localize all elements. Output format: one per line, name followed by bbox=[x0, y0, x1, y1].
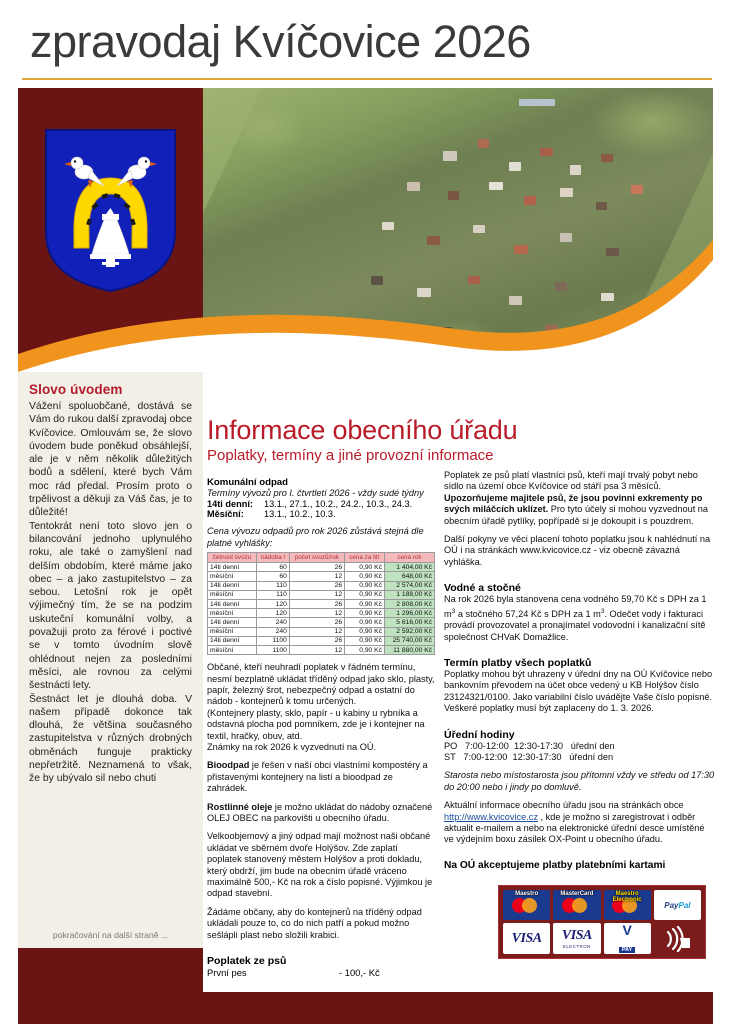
table-cell: 12 bbox=[289, 572, 344, 581]
table-cell: 240 bbox=[256, 618, 289, 627]
hours-day: PO bbox=[444, 740, 458, 751]
table-cell: měsíční bbox=[208, 590, 257, 599]
table-body bbox=[208, 563, 435, 655]
waste-intro: Termíny vývozů pro I. čtvrtletí 2026 - vždy sudé týdny bbox=[207, 488, 424, 498]
sidebar-heading: Slovo úvodem bbox=[29, 382, 123, 397]
column-right bbox=[444, 470, 716, 992]
page-title: zpravodaj Kvíčovice 2026 bbox=[30, 16, 531, 67]
visa-electron-label: VISA bbox=[561, 928, 592, 944]
water-heading: Vodné a stočné bbox=[444, 582, 521, 595]
table-row bbox=[208, 572, 435, 581]
table-col-header-3: cena za litr bbox=[345, 553, 385, 563]
table-header-row bbox=[208, 553, 435, 563]
table-cell: 1 188,00 Kč bbox=[384, 590, 434, 599]
table-cell: 14ti denní bbox=[208, 563, 257, 572]
table-cell: 0,90 Kč bbox=[345, 599, 385, 608]
header-band bbox=[18, 88, 713, 373]
website-link[interactable]: http://www.kvicovice.cz bbox=[444, 811, 538, 822]
table-row bbox=[208, 563, 435, 572]
waste-heading: Komunální odpad bbox=[207, 477, 289, 488]
website-text-b: , kde je možno si zaregistrovat i odběr aktualit e-mailem a nebo na elektronické úřední desce umístěné ve výdejním boxu zásilek OX-Point u obecního úřadu. bbox=[444, 811, 705, 845]
table-cell: 12 bbox=[289, 590, 344, 599]
table-cell: 0,90 Kč bbox=[345, 627, 385, 636]
table-cell: 12 bbox=[289, 609, 344, 618]
table-row bbox=[208, 599, 435, 608]
table-cell: 60 bbox=[256, 563, 289, 572]
table-cell: 0,90 Kč bbox=[345, 636, 385, 645]
contactless-icon bbox=[654, 923, 701, 954]
maestro-logo-icon bbox=[503, 890, 550, 921]
table-cell: měsíční bbox=[208, 572, 257, 581]
table-cell: 12 bbox=[289, 627, 344, 636]
main-title: Informace obecního úřadu bbox=[207, 415, 518, 445]
hours-afternoon: 12:30-17:30 bbox=[512, 751, 562, 762]
payment-term-heading: Termín platby všech poplatků bbox=[444, 656, 592, 669]
stamps-text: Známky na rok 2026 k vyzvednutí na OÚ. bbox=[207, 741, 377, 752]
crest-panel bbox=[18, 88, 203, 373]
table-cell: měsíční bbox=[208, 627, 257, 636]
oil-paragraph bbox=[207, 802, 435, 825]
table-cell: 11 880,00 Kč bbox=[384, 645, 434, 654]
table-cell: 2 808,00 Kč bbox=[384, 599, 434, 608]
table-row bbox=[208, 618, 435, 627]
bottom-white-gap bbox=[203, 982, 713, 992]
table-row bbox=[208, 636, 435, 645]
table-cell: 26 bbox=[289, 581, 344, 590]
office-hours-list bbox=[444, 741, 716, 764]
sidebar-footer-bar bbox=[18, 948, 203, 992]
table-cell: 1100 bbox=[256, 636, 289, 645]
mastercard-label: MasterCard bbox=[560, 890, 594, 897]
table-cell: 0,90 Kč bbox=[345, 645, 385, 654]
table-cell: 110 bbox=[256, 581, 289, 590]
table-row bbox=[208, 609, 435, 618]
biweekly-row bbox=[207, 499, 435, 509]
aerial-photo bbox=[203, 88, 713, 373]
table-cell: 1100 bbox=[256, 645, 289, 654]
sidebar-paragraph-1: Vážení spoluobčané, dostává se Vám do rukou další zpravodaj obce Kvíčovice. Omlouvám se, že slovo úvodem bude poněkud obsáhlejší, ale je v něm několik důležitých bodů a sdělení, které bych Vám moc rád předal. Prosím proto o trpělivost a děkuji za Váš čas, je to důležité! bbox=[29, 401, 192, 519]
masthead-divider bbox=[22, 78, 712, 80]
bio-text: je řešen v naší obci vlastními kompostéry a přistavenými kontejnery na listí a bioodpad ze zahrádek. bbox=[207, 760, 428, 794]
table-cell: 0,90 Kč bbox=[345, 618, 385, 627]
oil-label: Rostlinné oleje bbox=[207, 801, 273, 812]
table-cell: 14ti denní bbox=[208, 618, 257, 627]
dog-rules-c: Pro tyto účely si mohou vyzvednout na obecním úřadě pytlíky, popřípadě si je dokoupit i s pouzdrem. bbox=[444, 504, 709, 526]
dog-fee-heading: Poplatek ze psů bbox=[207, 955, 287, 968]
table-cell: 60 bbox=[256, 572, 289, 581]
water-text-c: . Odečet vody i fakturaci provádí provozovatel a pronajímatel vodovodní i kanalizační sítě společnost CHVaK Domažlice. bbox=[444, 608, 706, 642]
waste-fee-table bbox=[207, 552, 435, 655]
table-cell: 0,90 Kč bbox=[345, 609, 385, 618]
main-content bbox=[207, 372, 717, 992]
table-cell: 5 616,00 Kč bbox=[384, 618, 434, 627]
bio-label: Bioodpad bbox=[207, 760, 250, 771]
biweekly-label: 14ti denní: bbox=[207, 499, 253, 510]
table-cell: 26 bbox=[289, 618, 344, 627]
table-cell: 0,90 Kč bbox=[345, 563, 385, 572]
table-cell: 240 bbox=[256, 627, 289, 636]
request-text: Žádáme občany, aby do kontejnerů na tříděný odpad ukládali pouze to, co do nich patří a pokud možno sešlápli plast nebo složili krabici. bbox=[207, 906, 422, 940]
table-cell: 26 bbox=[289, 599, 344, 608]
hours-note: úřední den bbox=[570, 740, 615, 751]
table-row bbox=[208, 627, 435, 636]
dog-name: První pes bbox=[207, 967, 247, 979]
monthly-row bbox=[207, 509, 435, 519]
photo-houses bbox=[203, 88, 713, 373]
payment-card-logos bbox=[498, 885, 706, 959]
mastercard-logo-icon bbox=[553, 890, 600, 921]
table-cell: 1 296,00 Kč bbox=[384, 609, 434, 618]
sidebar-slovo-uvodem bbox=[18, 372, 203, 992]
table-cell: 12 bbox=[289, 645, 344, 654]
paypal-label: PayPal bbox=[664, 900, 691, 910]
vpay-logo-icon bbox=[604, 923, 651, 954]
hours-afternoon: 12:30-17:30 bbox=[514, 740, 564, 751]
payment-term-text: Poplatky mohou být uhrazeny v úřední dny na OÚ Kvíčovice nebo bankovním převodem na účet obce vedený u KB Holýšov číslo 23124321/0100. Jako variabilní číslo uvádějte Vaše číslo popisné. Veškeré poplatky musí být zaplaceny do 1. 3. 2026. bbox=[444, 668, 713, 714]
table-col-header-2: počet svozů/rok bbox=[289, 553, 344, 563]
table-cell: 120 bbox=[256, 609, 289, 618]
cards-accepted-heading: Na OÚ akceptujeme platby platebními kartami bbox=[444, 859, 666, 871]
table-col-header-1: nádoba l bbox=[256, 553, 289, 563]
hours-morning: 7:00-12:00 bbox=[464, 740, 509, 751]
table-cell: 26 bbox=[289, 563, 344, 572]
cubic-superscript: 3 bbox=[600, 607, 605, 615]
table-cell: 2 574,00 Kč bbox=[384, 581, 434, 590]
table-cell: 110 bbox=[256, 590, 289, 599]
unpaid-text: Občané, kteří neuhradí poplatek v řádném termínu, nesmí bezplatně ukládat tříděný odpad jako sklo, plasty, papír, železný šrot, nebezpečný odpad a ostatní do nádob - kontejnerů k tomu určených. bbox=[207, 662, 435, 707]
table-cell: 648,00 Kč bbox=[384, 572, 434, 581]
price-note: Cena vývozu odpadů pro rok 2026 zůstává stejná dle platné vyhlášky: bbox=[207, 526, 424, 548]
sidebar-paragraph-3: Šestnáct let je dlouhá doba. V našem případě dokonce tak dlouhá, že většina současného zastupitelstva v různých drobných obměnách funguje prakticky nepřetržitě. Neznamená to však, že by ubývalo sil nebo chuti bbox=[29, 693, 192, 785]
column-left bbox=[207, 470, 435, 992]
dog-rules-a: Poplatek ze psů platí vlastníci psů, kteří mají trvalý pobyt nebo sídlo na území obce Kvíčovice od stáří psa 3 měsíců. bbox=[444, 470, 698, 492]
continuation-note: pokračování na další straně ... bbox=[52, 930, 169, 940]
maestro-label: Maestro bbox=[515, 890, 539, 897]
biweekly-dates: 13.1., 27.1., 10.2., 24.2., 10.3., 24.3. bbox=[264, 499, 413, 510]
table-cell: měsíční bbox=[208, 609, 257, 618]
website-paragraph bbox=[444, 800, 716, 846]
visa-logo-icon bbox=[503, 923, 550, 954]
table-cell: 26 bbox=[289, 636, 344, 645]
bulky-text: Velkoobjemový a jiný odpad mají možnost naši občané ukládat ve sběrném dvoře Holýšov. Zde zaplatí poplatek stanovený městem Holýšov a proti dokladu, který obdrží, jim bude na obecním úřadě vráceno maximálně 500,- Kč na rok a číslo popisné. Výjimkou je odpad stavební. bbox=[207, 831, 433, 899]
table-col-header-0: četnost svozu bbox=[208, 553, 257, 563]
table-cell: 14ti denní bbox=[208, 636, 257, 645]
table-cell: 14ti denní bbox=[208, 599, 257, 608]
contactless-wave-icon bbox=[660, 926, 694, 952]
visa-label: VISA bbox=[511, 930, 542, 946]
cubic-superscript: 3 bbox=[451, 607, 456, 615]
visa-electron-logo-icon bbox=[553, 923, 600, 954]
table-cell: měsíční bbox=[208, 645, 257, 654]
table-cell: 120 bbox=[256, 599, 289, 608]
containers-text: (Kontejnery plasty, sklo, papír - u kabiny u rybníka a odstavná plocha pod pomníkem, zde je i kontejner na textil, hračky, obuv, atd. bbox=[207, 707, 425, 741]
dog-fee-row bbox=[207, 967, 435, 980]
main-subtitle: Poplatky, termíny a jiné provozní informace bbox=[207, 447, 494, 464]
table-row bbox=[208, 590, 435, 599]
table-row bbox=[208, 645, 435, 654]
table-cell: 0,90 Kč bbox=[345, 572, 385, 581]
hours-day: ST bbox=[444, 751, 456, 762]
hours-morning: 7:00-12:00 bbox=[463, 751, 508, 762]
maestro-electronic-logo-icon bbox=[604, 890, 651, 921]
office-hours-row bbox=[444, 752, 716, 763]
water-text-a: Na rok 2026 byla stanovena cena vodného 59,70 Kč s DPH za 1 m bbox=[444, 594, 707, 619]
masthead bbox=[0, 0, 731, 88]
dog-rules-paragraph-2: Další pokyny ve věci placení tohoto poplatku jsou k nahlédnutí na OÚ i na stránkách www.kvicovice.cz - viz obecně závazná vyhláška. bbox=[444, 534, 711, 567]
office-hours-heading: Úřední hodiny bbox=[444, 728, 515, 741]
bottom-bar bbox=[18, 992, 713, 1024]
dog-price: - 100,- Kč bbox=[339, 967, 380, 979]
table-cell: 14ti denní bbox=[208, 581, 257, 590]
office-hours-row bbox=[444, 741, 716, 752]
table-cell: 25 740,00 Kč bbox=[384, 636, 434, 645]
dog-rules-paragraph bbox=[444, 470, 716, 527]
water-text-b: a stočného 57,24 Kč s DPH za 1 m bbox=[455, 608, 601, 619]
hours-note: úřední den bbox=[569, 751, 614, 762]
sidebar-paragraph-2: Tentokrát není toto slovo jen o bilancování jednoho uplynulého roku, ale také o zamyšlení nad delším obdobím, které máme jako obec – a jako zastupitelstvo – za sebou. Letošní rok je opět výjimečný tím, že se na podzim uskuteční komunální volby, a považuji proto za férové i poctivé se v tomto úvodním slově ohlédnout nejen za posledními měsíci, ale rovnou za celými šestnácti lety. bbox=[29, 520, 192, 692]
table-cell: 0,90 Kč bbox=[345, 590, 385, 599]
table-cell: 1 404,00 Kč bbox=[384, 563, 434, 572]
mayor-note: Starosta nebo místostarosta jsou přítomni vždy ve středu od 17:30 do 20:00 nebo i jindy po domluvě. bbox=[444, 770, 715, 792]
vpay-label: V PAY bbox=[619, 923, 635, 954]
table-cell: 0,90 Kč bbox=[345, 581, 385, 590]
maestro-electronic-label: Maestro Electronic bbox=[612, 890, 642, 903]
table-col-header-4: cena rok bbox=[384, 553, 434, 563]
oil-text: je možno ukládat do nádoby označené OLEJ OBEC na parkovišti u obecního úřadu. bbox=[207, 801, 433, 823]
monthly-dates: 13.1., 10.2., 10.3. bbox=[264, 509, 336, 520]
dog-rules-bold: Upozorňujeme majitele psů, že jsou povinni exkrementy po svých miláčcích uklízet. bbox=[444, 492, 703, 515]
monthly-label: Měsíční: bbox=[207, 509, 244, 520]
coat-of-arms-icon bbox=[44, 128, 177, 293]
website-text-a: Aktuální informace obecního úřadu jsou na stránkách obce bbox=[444, 800, 684, 811]
bio-paragraph bbox=[207, 760, 435, 794]
table-row bbox=[208, 581, 435, 590]
electron-sublabel: ELECTRON bbox=[562, 944, 591, 950]
table-cell: 2 592,00 Kč bbox=[384, 627, 434, 636]
water-text bbox=[444, 594, 716, 643]
paypal-logo-icon bbox=[654, 890, 701, 921]
